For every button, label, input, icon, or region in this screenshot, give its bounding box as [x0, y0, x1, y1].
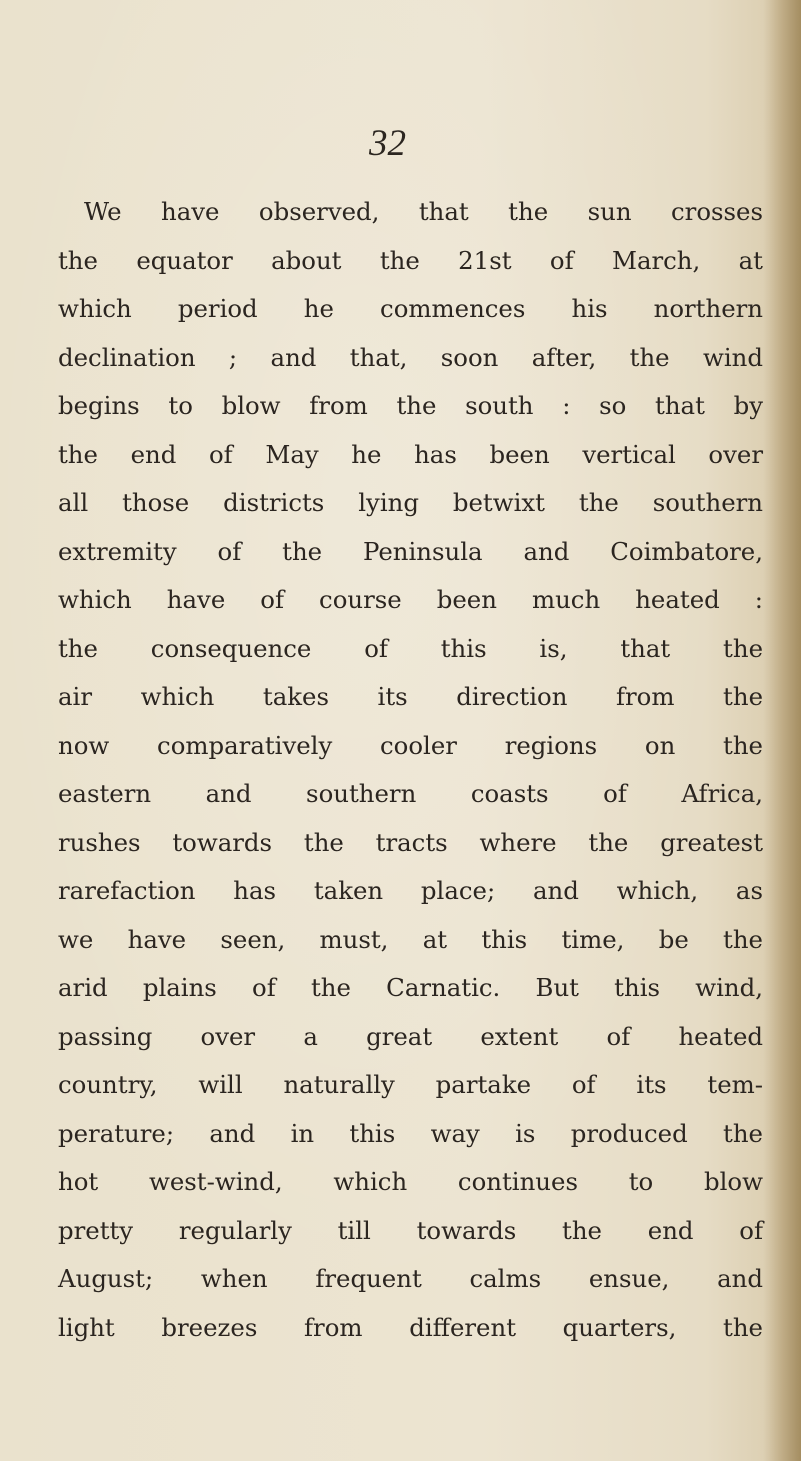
text-line: the equator about the 21st of March, at — [58, 245, 763, 275]
text-line: now comparatively cooler regions on the — [58, 730, 763, 760]
text-line: August; when frequent calms ensue, and — [58, 1264, 763, 1293]
text-line: eastern and southern coasts of Africa, — [58, 779, 763, 808]
text-line: passing over a great extent of heated — [58, 1021, 763, 1051]
text-line: which period he commences his northern — [58, 294, 763, 323]
text-line: all those districts lying betwixt the southern — [58, 488, 763, 517]
text-line: arid plains of the Carnatic. But this wind, — [58, 973, 763, 1002]
body-text — [58, 188, 763, 1352]
text-line: hot west-wind, which continues to blow — [58, 1167, 763, 1196]
text-line: air which takes its direction from the — [58, 682, 763, 711]
text-line: pretty regularly till towards the end of — [58, 1215, 763, 1245]
text-line: country, will naturally partake of its tem- — [58, 1070, 763, 1099]
text-line: the consequence of this is, that the — [58, 633, 763, 663]
text-line: We have observed, that the sun crosses — [84, 197, 763, 226]
text-line: the end of May he has been vertical over — [58, 439, 763, 469]
text-line: which have of course been much heated : — [58, 585, 763, 614]
text-line: light breezes from different quarters, the — [58, 1312, 763, 1342]
text-line: extremity of the Peninsula and Coimbatore, — [58, 536, 763, 566]
page-edge-shadow — [763, 0, 801, 1461]
text-line: we have seen, must, at this time, be the — [58, 924, 763, 954]
text-line: declination ; and that, soon after, the wind — [58, 342, 763, 372]
page-number: 32 — [369, 123, 406, 164]
text-line: rarefaction has taken place; and which, as — [58, 876, 763, 905]
text-line: rushes towards the tracts where the greatest — [58, 827, 763, 857]
text-line: begins to blow from the south : so that by — [58, 391, 763, 420]
text-line: perature; and in this way is produced the — [58, 1118, 763, 1148]
